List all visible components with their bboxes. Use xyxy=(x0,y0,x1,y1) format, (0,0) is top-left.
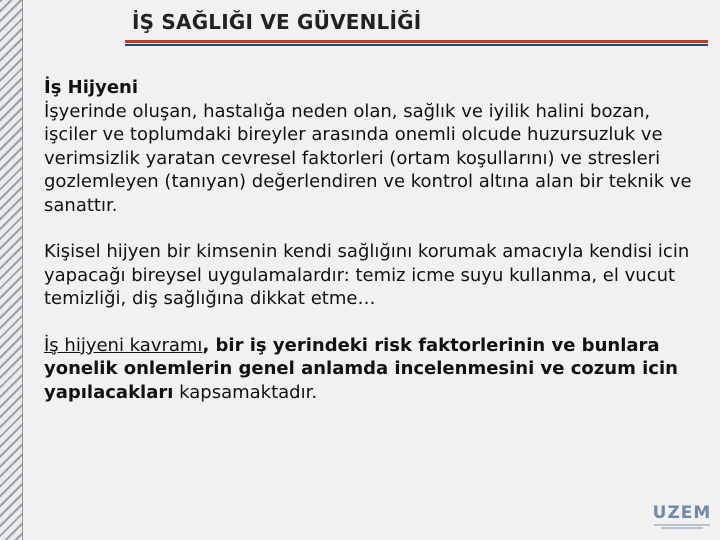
slide-content xyxy=(44,76,694,404)
paragraph-definition: İşyerinde oluşan, hastalığa neden olan, sağlık ve iyilik halini bozan, işciler ve toplumdaki bireyler arasında onemli olcude huzursuzluk ve verimsizlik yaratan cevresel faktorleri (ortam koşullarını) ve stresleri gozlemleyen (tanıyan) değerlendiren ve kontrol altına alan bir teknik ve sanattır. xyxy=(44,100,692,216)
logo-underline-2 xyxy=(661,527,703,529)
paragraph-personal-hygiene: Kişisel hijyen bir kimsenin kendi sağlığını korumak amacıyla kendisi icin yapacağı bireysel uygulamalardır: temiz icme suyu kullanma, el vucut temizliği, diş sağlığına dikkat etme… xyxy=(44,241,690,309)
concept-rest-text: kapsamaktadır. xyxy=(173,381,318,403)
title-underline-blue xyxy=(125,44,708,46)
logo-underline xyxy=(654,524,710,526)
slide-title: İŞ SAĞLIĞI VE GÜVENLİĞİ xyxy=(132,10,422,34)
logo-text: UZEM xyxy=(652,503,712,523)
title-underline-red xyxy=(125,40,708,43)
paragraph-concept xyxy=(44,334,694,405)
concept-bold-text: , bir iş yerindeki risk faktorlerinin ve bunlara yonelik onlemlerin genel anlamda incelenmesini ve cozum icin yapılacakları xyxy=(44,334,678,403)
uzem-logo xyxy=(652,503,712,530)
decorative-side-stripe xyxy=(0,0,23,540)
section-heading: İş Hijyeni xyxy=(44,77,139,98)
concept-term: İş hijyeni kavramı xyxy=(44,334,203,356)
